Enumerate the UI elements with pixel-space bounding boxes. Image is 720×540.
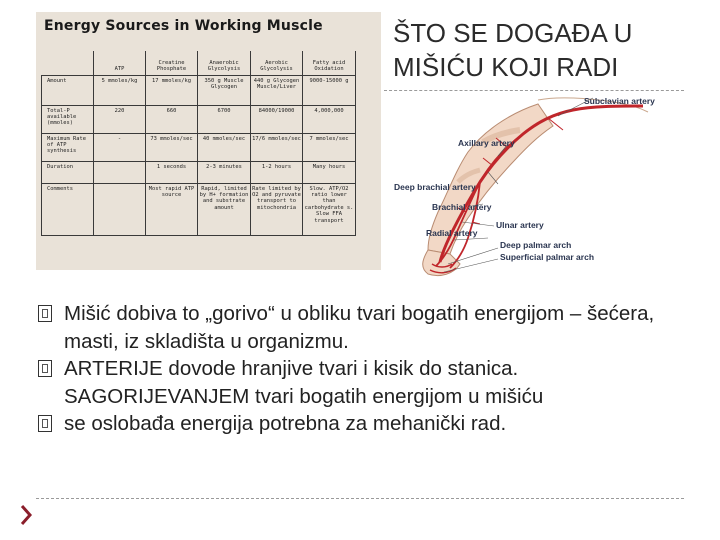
column-header: Fatty acid Oxidation <box>303 51 356 75</box>
label-axillary-artery: Axillary artery <box>458 138 515 148</box>
corner-chevron-icon <box>20 504 34 526</box>
row-label: Duration <box>42 161 94 183</box>
table-cell: Slow. ATP/O2 ratio lower than carbohydrate s. Slow FFA transport <box>303 183 356 235</box>
table-cell: 17/6 mmoles/sec <box>251 133 303 161</box>
table-cell: Many hours <box>303 161 356 183</box>
slide-title: ŠTO SE DOGAĐA U MIŠIĆU KOJI RADI <box>393 18 633 82</box>
bullet-glyph-icon <box>38 305 52 322</box>
energy-table <box>41 51 356 236</box>
table-cell: 4,000,000 <box>303 105 356 133</box>
table-cell: Rate limited by O2 and pyruvate transport to mitochondria <box>251 183 303 235</box>
table-cell: 6700 <box>198 105 251 133</box>
table-row <box>42 183 356 235</box>
table-cell: 2-3 minutes <box>198 161 251 183</box>
table-cell: 17 mmoles/kg <box>146 75 198 105</box>
table-cell: 1 seconds <box>146 161 198 183</box>
label-radial-artery: Radial artery <box>426 228 478 238</box>
row-label: Amount <box>42 75 94 105</box>
bullet-glyph-icon <box>38 360 52 377</box>
table-cell: 9000-15000 g <box>303 75 356 105</box>
arm-artery-illustration <box>388 92 688 278</box>
table-cell: 220 <box>94 105 146 133</box>
energy-table-title: Energy Sources in Working Muscle <box>44 18 323 34</box>
bullet-item <box>38 410 688 438</box>
label-superficial-palmar-arch: Superficial palmar arch <box>500 252 595 262</box>
table-cell: 73 mmoles/sec <box>146 133 198 161</box>
table-cell: Most rapid ATP source <box>146 183 198 235</box>
column-header: ATP <box>94 51 146 75</box>
table-cell: 350 g Muscle Glycogen <box>198 75 251 105</box>
energy-table-image <box>36 12 381 270</box>
table-cell: 7 mmoles/sec <box>303 133 356 161</box>
bullet-item <box>38 300 688 355</box>
table-cell: Rapid, limited by H+ formation and substrate amount <box>198 183 251 235</box>
table-row <box>42 75 356 105</box>
table-cell: 40 mmoles/sec <box>198 133 251 161</box>
table-cell: - <box>94 133 146 161</box>
label-deep-brachial-artery: Deep brachial artery <box>394 182 476 192</box>
bullet-text: se oslobađa energija potrebna za mehanički rad. <box>64 412 507 435</box>
table-cell: 1-2 hours <box>251 161 303 183</box>
table-cell: 660 <box>146 105 198 133</box>
table-cell <box>94 183 146 235</box>
table-cell <box>94 161 146 183</box>
table-cell: 84000/19000 <box>251 105 303 133</box>
table-cell: 5 mmoles/kg <box>94 75 146 105</box>
label-brachial-artery: Brachial artery <box>432 202 492 212</box>
label-subclavian-artery: Subclavian artery <box>584 96 655 106</box>
bullet-list <box>38 300 688 438</box>
table-row <box>42 133 356 161</box>
divider <box>384 90 684 91</box>
row-label: Maximum Rate of ATP synthesis <box>42 133 94 161</box>
label-deep-palmar-arch: Deep palmar arch <box>500 240 572 250</box>
label-ulnar-artery: Ulnar artery <box>496 220 544 230</box>
divider <box>36 498 684 499</box>
row-label: Total-P available (mmoles) <box>42 105 94 133</box>
column-header: Creatine Phosphate <box>146 51 198 75</box>
row-label: Comments <box>42 183 94 235</box>
column-header: Aerobic Glycolysis <box>251 51 303 75</box>
bullet-text: ARTERIJE dovode hranjive tvari i kisik do stanica. SAGORIJEVANJEM tvari bogatih energijom u mišiću <box>64 357 544 408</box>
table-row <box>42 105 356 133</box>
table-corner-cell <box>42 51 94 75</box>
bullet-text: Mišić dobiva to „gorivo“ u obliku tvari bogatih energijom – šećera, masti, iz skladišta u organizmu. <box>64 302 655 353</box>
bullet-item <box>38 355 688 410</box>
bullet-glyph-icon <box>38 415 52 432</box>
column-header: Anaerobic Glycolysis <box>198 51 251 75</box>
table-row <box>42 161 356 183</box>
table-cell: 440 g Glycogen Muscle/Liver <box>251 75 303 105</box>
